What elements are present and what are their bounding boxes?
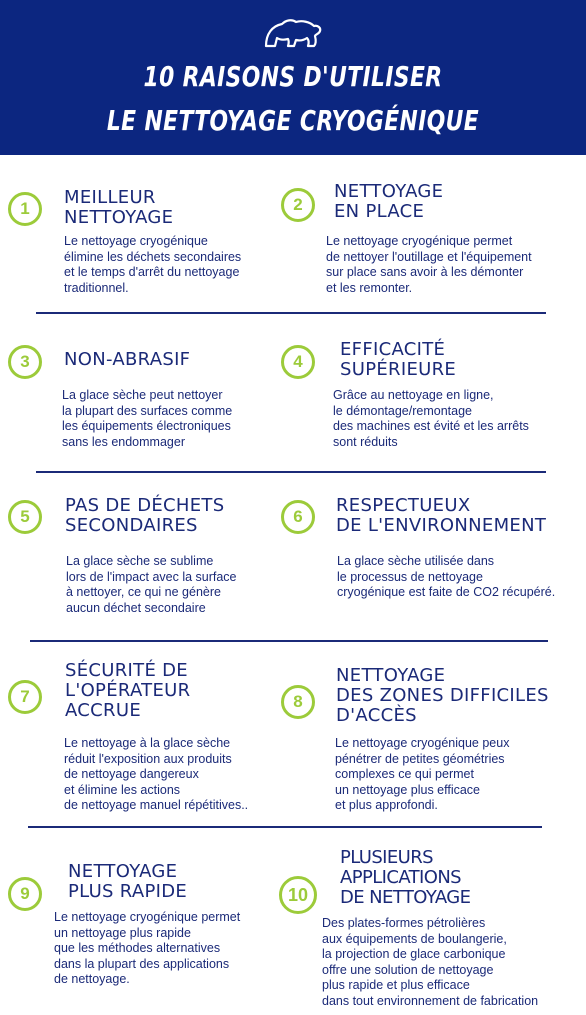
item-heading-3: NON-ABRASIF	[64, 349, 191, 370]
number-badge-4: 4	[281, 345, 315, 379]
item-heading-5: PAS DE DÉCHETS SECONDAIRES	[65, 495, 225, 536]
number-badge-6: 6	[281, 500, 315, 534]
number-badge-5: 5	[8, 500, 42, 534]
header-banner	[0, 0, 586, 155]
bear-logo-icon	[262, 16, 324, 50]
item-heading-10: PLUSIEURS APPLICATIONS DE NETTOYAGE	[340, 847, 471, 908]
number-badge-7: 7	[8, 680, 42, 714]
item-body-5: La glace sèche se sublime lors de l'impact avec la surface à nettoyer, ce qui ne génère aucun déchet secondaire	[66, 554, 237, 615]
page-title-line-2: LE NETTOYAGE CRYOGÉNIQUE	[106, 104, 480, 137]
item-heading-4: EFFICACITÉ SUPÉRIEURE	[340, 339, 457, 380]
item-heading-1: MEILLEUR NETTOYAGE	[64, 187, 174, 228]
item-body-6: La glace sèche utilisée dans le processus de nettoyage cryogénique est faite de CO2 récupéré.	[337, 554, 556, 599]
item-body-2: Le nettoyage cryogénique permet de nettoyer l'outillage et l'équipement sur place sans avoir à les démonter et les remonter.	[326, 234, 532, 295]
page-title-line-1: 10 RAISONS D'UTILISER	[143, 60, 443, 93]
divider-3	[30, 640, 548, 642]
item-heading-2: NETTOYAGE EN PLACE	[334, 181, 444, 222]
divider-4	[28, 826, 542, 828]
item-heading-6: RESPECTUEUX DE L'ENVIRONNEMENT	[336, 495, 547, 536]
number-badge-10: 10	[279, 876, 317, 914]
divider-2	[36, 471, 546, 473]
divider-1	[36, 312, 546, 314]
item-heading-7: SÉCURITÉ DE L'OPÉRATEUR ACCRUE	[65, 660, 191, 721]
item-body-9: Le nettoyage cryogénique permet un nettoyage plus rapide que les méthodes alternatives dans la plupart des applications de nettoyage.	[54, 910, 241, 986]
item-body-8: Le nettoyage cryogénique peux pénétrer de petites géométries complexes ce qui permet un nettoyage plus efficace et plus approfondi.	[335, 736, 510, 812]
number-badge-8: 8	[281, 685, 315, 719]
number-badge-9: 9	[8, 877, 42, 911]
item-body-3: La glace sèche peut nettoyer la plupart des surfaces comme les équipements électroniques sans les endommager	[62, 388, 233, 449]
item-body-7: Le nettoyage à la glace sèche réduit l'exposition aux produits de nettoyage dangereux et élimine les actions de nettoyage manuel répétitives..	[64, 736, 249, 812]
number-badge-1: 1	[8, 192, 42, 226]
item-body-1: Le nettoyage cryogénique élimine les déchets secondaires et le temps d'arrêt du nettoyage traditionnel.	[64, 234, 242, 295]
item-body-10: Des plates-formes pétrolières aux équipements de boulangerie, la projection de glace carbonique offre une solution de nettoyage plus rapide et plus efficace dans tout environnement de fabrication	[322, 916, 539, 1008]
item-heading-8: NETTOYAGE DES ZONES DIFFICILES D'ACCÈS	[336, 665, 549, 726]
number-badge-3: 3	[8, 345, 42, 379]
item-body-4: Grâce au nettoyage en ligne, le démontage/remontage des machines est évité et les arrêts sont réduits	[333, 388, 529, 449]
number-badge-2: 2	[281, 188, 315, 222]
item-heading-9: NETTOYAGE PLUS RAPIDE	[68, 861, 188, 902]
